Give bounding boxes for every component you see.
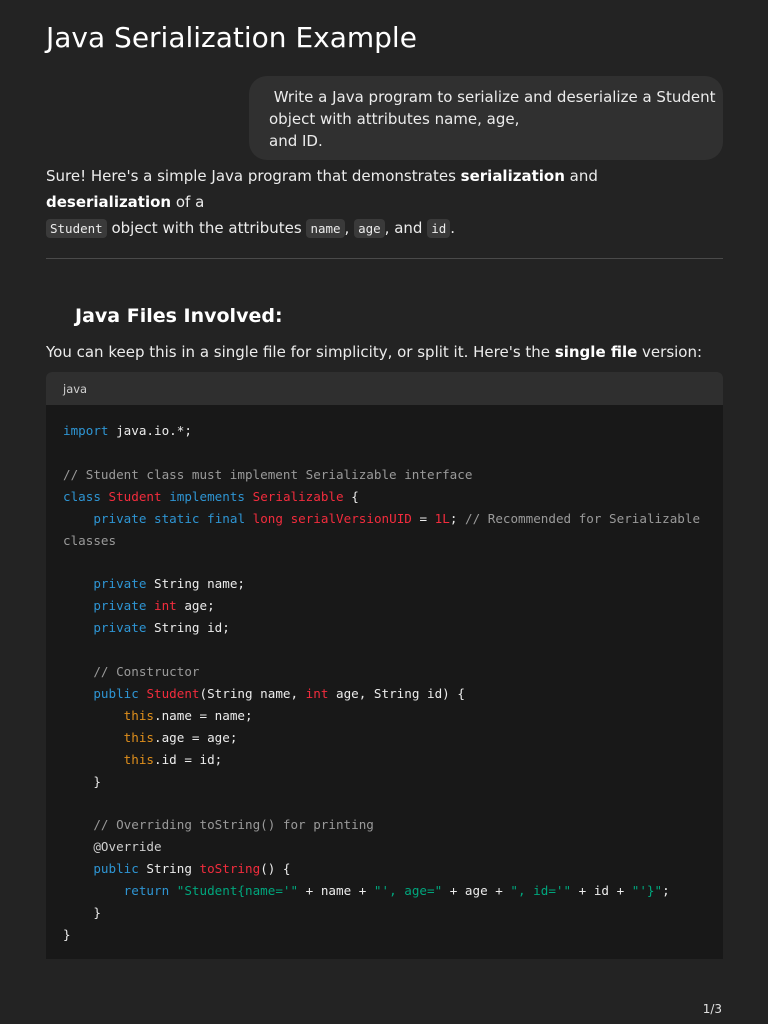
inline-code: id — [427, 219, 450, 238]
user-message-line: and ID. — [269, 132, 323, 150]
code-intro-text — [46, 340, 702, 364]
code-token: this — [123, 707, 155, 723]
code-token: String — [138, 861, 200, 877]
code-line — [63, 533, 116, 548]
code-line — [63, 905, 101, 920]
code-content[interactable] — [46, 405, 723, 946]
code-token: @Override — [93, 839, 162, 855]
code-token: = — [411, 510, 435, 526]
code-token — [63, 686, 93, 701]
reply-bold: serialization — [460, 167, 565, 185]
code-token: } — [63, 926, 71, 942]
code-token: "', age=" — [373, 883, 443, 899]
code-line — [63, 576, 245, 591]
code-token — [245, 511, 253, 526]
reply-text: , — [344, 219, 355, 237]
code-line — [63, 620, 230, 635]
code-token: Student — [146, 685, 200, 701]
code-token: toString — [199, 861, 261, 877]
code-token: java.io.*; — [108, 423, 192, 438]
code-token: private — [93, 510, 147, 526]
code-line — [63, 489, 359, 504]
code-token: this — [123, 729, 155, 745]
code-token: public — [93, 861, 139, 877]
code-line — [63, 467, 472, 482]
code-line — [63, 839, 162, 854]
code-block[interactable] — [46, 372, 723, 959]
code-token: long — [252, 510, 283, 526]
inline-code: name — [306, 219, 344, 238]
code-token: age, String id) { — [328, 685, 465, 701]
code-token: } — [63, 904, 101, 920]
code-token: // Constructor — [93, 663, 200, 679]
code-token: // Recommended for Serializable — [464, 510, 701, 526]
code-token — [63, 883, 124, 898]
code-token: int — [154, 598, 177, 614]
code-token: private — [93, 620, 147, 636]
code-token — [63, 576, 93, 591]
code-token: String id; — [146, 620, 230, 636]
code-line — [63, 511, 700, 526]
user-message-line: object with attributes name, age, — [269, 110, 520, 128]
code-line — [63, 774, 101, 789]
code-token: int — [305, 685, 329, 701]
code-token — [63, 511, 93, 526]
code-token: + age + — [442, 883, 511, 899]
code-token: { — [343, 488, 359, 504]
code-token: () { — [260, 861, 291, 877]
inline-code: age — [354, 219, 385, 238]
code-line — [63, 927, 71, 942]
code-line — [63, 708, 253, 723]
code-token: } — [63, 773, 101, 789]
code-token: private — [93, 576, 147, 592]
inline-code: Student — [46, 219, 107, 238]
code-line — [63, 423, 192, 438]
code-line — [63, 861, 291, 876]
code-line — [63, 664, 200, 679]
code-token: // Student class must implement Serializable interface — [63, 466, 473, 482]
code-token — [146, 598, 154, 613]
code-token: import — [63, 423, 109, 438]
code-token: return — [123, 883, 170, 899]
section-divider — [46, 258, 723, 259]
page-counter: 1/3 — [702, 1002, 722, 1016]
intro-text: version: — [637, 343, 703, 361]
code-language-label: java — [63, 381, 88, 396]
code-token — [63, 664, 93, 679]
page-title: Java Serialization Example — [46, 21, 417, 54]
code-token — [63, 708, 124, 723]
reply-text: , and — [384, 219, 428, 237]
reply-bold: deserialization — [46, 193, 172, 211]
code-line — [63, 730, 237, 745]
code-token: ; — [662, 883, 670, 899]
code-token: this — [123, 751, 155, 767]
assistant-reply-text — [46, 163, 726, 242]
code-token: + id + — [571, 883, 632, 899]
section-heading: Java Files Involved: — [75, 305, 283, 327]
code-token — [245, 489, 253, 504]
code-token: (String name, — [199, 685, 306, 701]
code-token: "'}" — [631, 883, 663, 899]
code-token: public — [93, 685, 139, 701]
code-token: Student — [108, 488, 162, 504]
reply-text: Sure! Here's a simple Java program that demonstrates — [46, 167, 461, 185]
reply-text: object with the attributes — [106, 219, 307, 237]
code-token: final — [207, 510, 246, 526]
user-message-line: Write a Java program to serialize and deserialize a Student — [269, 88, 716, 106]
code-token: .name = name; — [154, 707, 253, 723]
intro-text: You can keep this in a single file for simplicity, or split it. Here's the — [46, 343, 555, 361]
code-token — [63, 620, 93, 635]
code-token: String name; — [146, 576, 245, 592]
code-line — [63, 752, 222, 767]
code-token: private — [93, 598, 147, 614]
code-token: .id = id; — [154, 751, 223, 767]
code-token — [63, 752, 124, 767]
code-token: class — [63, 488, 101, 504]
code-token — [63, 817, 93, 832]
code-token — [63, 598, 93, 613]
code-token: ", id='" — [510, 883, 572, 899]
code-token: implements — [169, 488, 246, 504]
code-token: Serializable — [252, 488, 344, 504]
code-token: + name + — [298, 883, 374, 899]
code-token: 1L — [434, 510, 450, 526]
code-line — [63, 817, 374, 832]
reply-text: and — [564, 167, 598, 185]
code-token — [101, 489, 109, 504]
code-token — [63, 839, 93, 854]
code-token: serialVersionUID — [290, 510, 412, 526]
code-token — [63, 861, 93, 876]
code-token: classes — [63, 532, 117, 548]
reply-text: . — [450, 219, 456, 237]
code-token — [146, 511, 154, 526]
code-token: ; — [449, 510, 465, 526]
code-token — [200, 511, 208, 526]
code-token: "Student{name='" — [176, 883, 299, 899]
code-token: .age = age; — [154, 729, 238, 745]
code-token: age; — [176, 598, 215, 614]
code-token — [283, 511, 291, 526]
code-block-header — [46, 372, 723, 405]
user-message-bubble — [249, 76, 723, 160]
intro-bold: single file — [554, 343, 638, 361]
code-token: static — [154, 510, 200, 526]
code-line — [63, 686, 465, 701]
code-token — [169, 883, 177, 898]
code-line — [63, 598, 215, 613]
reply-text: of a — [171, 193, 205, 211]
code-token: // Overriding toString() for printing — [93, 817, 374, 833]
code-token — [63, 730, 124, 745]
code-line — [63, 883, 670, 898]
